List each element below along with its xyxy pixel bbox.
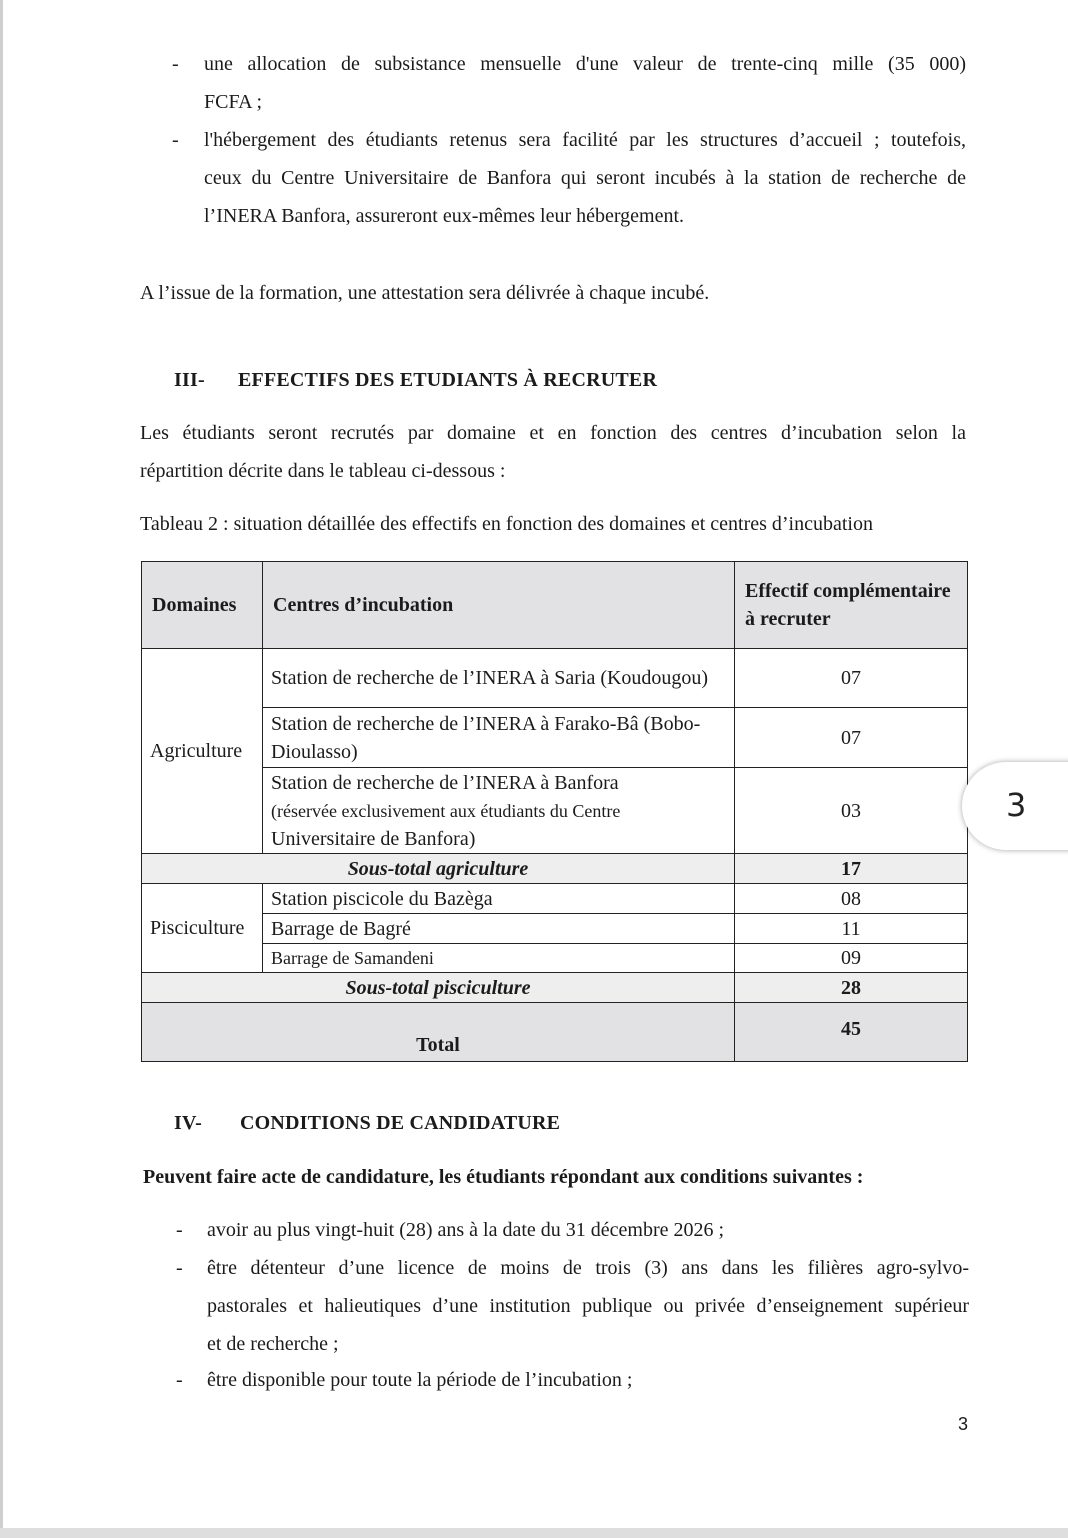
table-row xyxy=(142,649,968,708)
bullet-marker: - xyxy=(176,1369,183,1391)
domain-cell: Pisciculture xyxy=(142,884,263,973)
header-domaines: Domaines xyxy=(142,562,263,649)
total-value: 45 xyxy=(735,1003,968,1062)
bullet-marker: - xyxy=(176,1257,183,1279)
section-number: III- xyxy=(174,369,205,391)
section-title: CONDITIONS DE CANDIDATURE xyxy=(240,1112,561,1134)
effectif-cell: 11 xyxy=(735,914,968,944)
subtotal-row xyxy=(142,854,968,884)
section-number: IV- xyxy=(174,1112,203,1134)
header-effectif: Effectif complémentaire à recruter xyxy=(735,562,968,649)
effectif-cell: 08 xyxy=(735,884,968,914)
bullet-line: FCFA ; xyxy=(204,91,262,113)
centre-cell: Station piscicole du Bazèga xyxy=(263,884,735,914)
centre-line: (réservée exclusivement aux étudiants du Centre xyxy=(271,800,621,821)
total-label: Total xyxy=(142,1003,735,1062)
subtotal-value: 28 xyxy=(735,973,968,1003)
centre-cell: Station de recherche de l’INERA à Saria (Koudougou) xyxy=(263,649,735,708)
table-row xyxy=(142,768,968,854)
viewer-bottom-edge xyxy=(0,1528,1068,1538)
section-title: EFFECTIFS DES ETUDIANTS À RECRUTER xyxy=(238,369,658,391)
centre-cell: Station de recherche de l’INERA à Farako-Bâ (Bobo-Dioulasso) xyxy=(263,708,735,768)
bullet-line: une allocation de subsistance mensuelle d'une valeur de trente-cinq mille (35 000) xyxy=(204,53,966,75)
bullet-line: l’INERA Banfora, assureront eux-mêmes leur hébergement. xyxy=(204,205,685,227)
centre-line: Station de recherche de l’INERA à Banfora xyxy=(271,771,619,794)
bullet-marker: - xyxy=(172,129,179,151)
page-number: 3 xyxy=(958,1414,969,1434)
table-row xyxy=(142,914,968,944)
section-paragraph-line: répartition décrite dans le tableau ci-dessous : xyxy=(140,460,506,482)
effectifs-table xyxy=(141,561,968,1062)
attestation-paragraph: A l’issue de la formation, une attestation sera délivrée à chaque incubé. xyxy=(140,282,710,304)
table-caption: Tableau 2 : situation détaillée des effectifs en fonction des domaines et centres d’incubation xyxy=(140,513,873,535)
bullet-marker: - xyxy=(172,53,179,75)
page-indicator-number: 3 xyxy=(1006,786,1027,824)
subtotal-label: Sous-total pisciculture xyxy=(142,973,735,1003)
domain-cell: Agriculture xyxy=(142,649,263,854)
bullet-line: l'hébergement des étudiants retenus sera facilité par les structures d’accueil ; toutefois, xyxy=(204,129,966,151)
table-row xyxy=(142,944,968,973)
page-indicator-tab[interactable] xyxy=(962,762,1068,850)
effectif-cell: 07 xyxy=(735,649,968,708)
condition-line: pastorales et halieutiques d’une institution publique ou privée d’enseignement supérieur xyxy=(207,1295,969,1317)
condition-line: avoir au plus vingt-huit (28) ans à la date du 31 décembre 2026 ; xyxy=(207,1219,725,1241)
section-paragraph-line: Les étudiants seront recrutés par domaine et en fonction des centres d’incubation selon la xyxy=(140,422,966,444)
condition-line: être disponible pour toute la période de l’incubation ; xyxy=(207,1369,633,1391)
subtotal-row xyxy=(142,973,968,1003)
centre-line: Universitaire de Banfora) xyxy=(271,827,476,850)
table-row xyxy=(142,884,968,914)
bullet-marker: - xyxy=(176,1219,183,1241)
table-header-row xyxy=(142,562,968,649)
subtotal-value: 17 xyxy=(735,854,968,884)
condition-line: et de recherche ; xyxy=(207,1333,339,1355)
table-row xyxy=(142,708,968,768)
centre-cell xyxy=(263,768,735,854)
conditions-lead: Peuvent faire acte de candidature, les étudiants répondant aux conditions suivantes : xyxy=(143,1166,864,1188)
centre-cell: Barrage de Samandeni xyxy=(263,944,735,973)
centre-cell: Barrage de Bagré xyxy=(263,914,735,944)
condition-line: être détenteur d’une licence de moins de trois (3) ans dans les filières agro-sylvo- xyxy=(207,1257,969,1279)
subtotal-label: Sous-total agriculture xyxy=(142,854,735,884)
total-row xyxy=(142,1003,968,1062)
effectif-cell: 07 xyxy=(735,708,968,768)
bullet-line: ceux du Centre Universitaire de Banfora qui seront incubés à la station de recherche de xyxy=(204,167,966,189)
header-centres: Centres d’incubation xyxy=(263,562,735,649)
effectif-cell: 09 xyxy=(735,944,968,973)
effectif-cell: 03 xyxy=(735,768,968,854)
